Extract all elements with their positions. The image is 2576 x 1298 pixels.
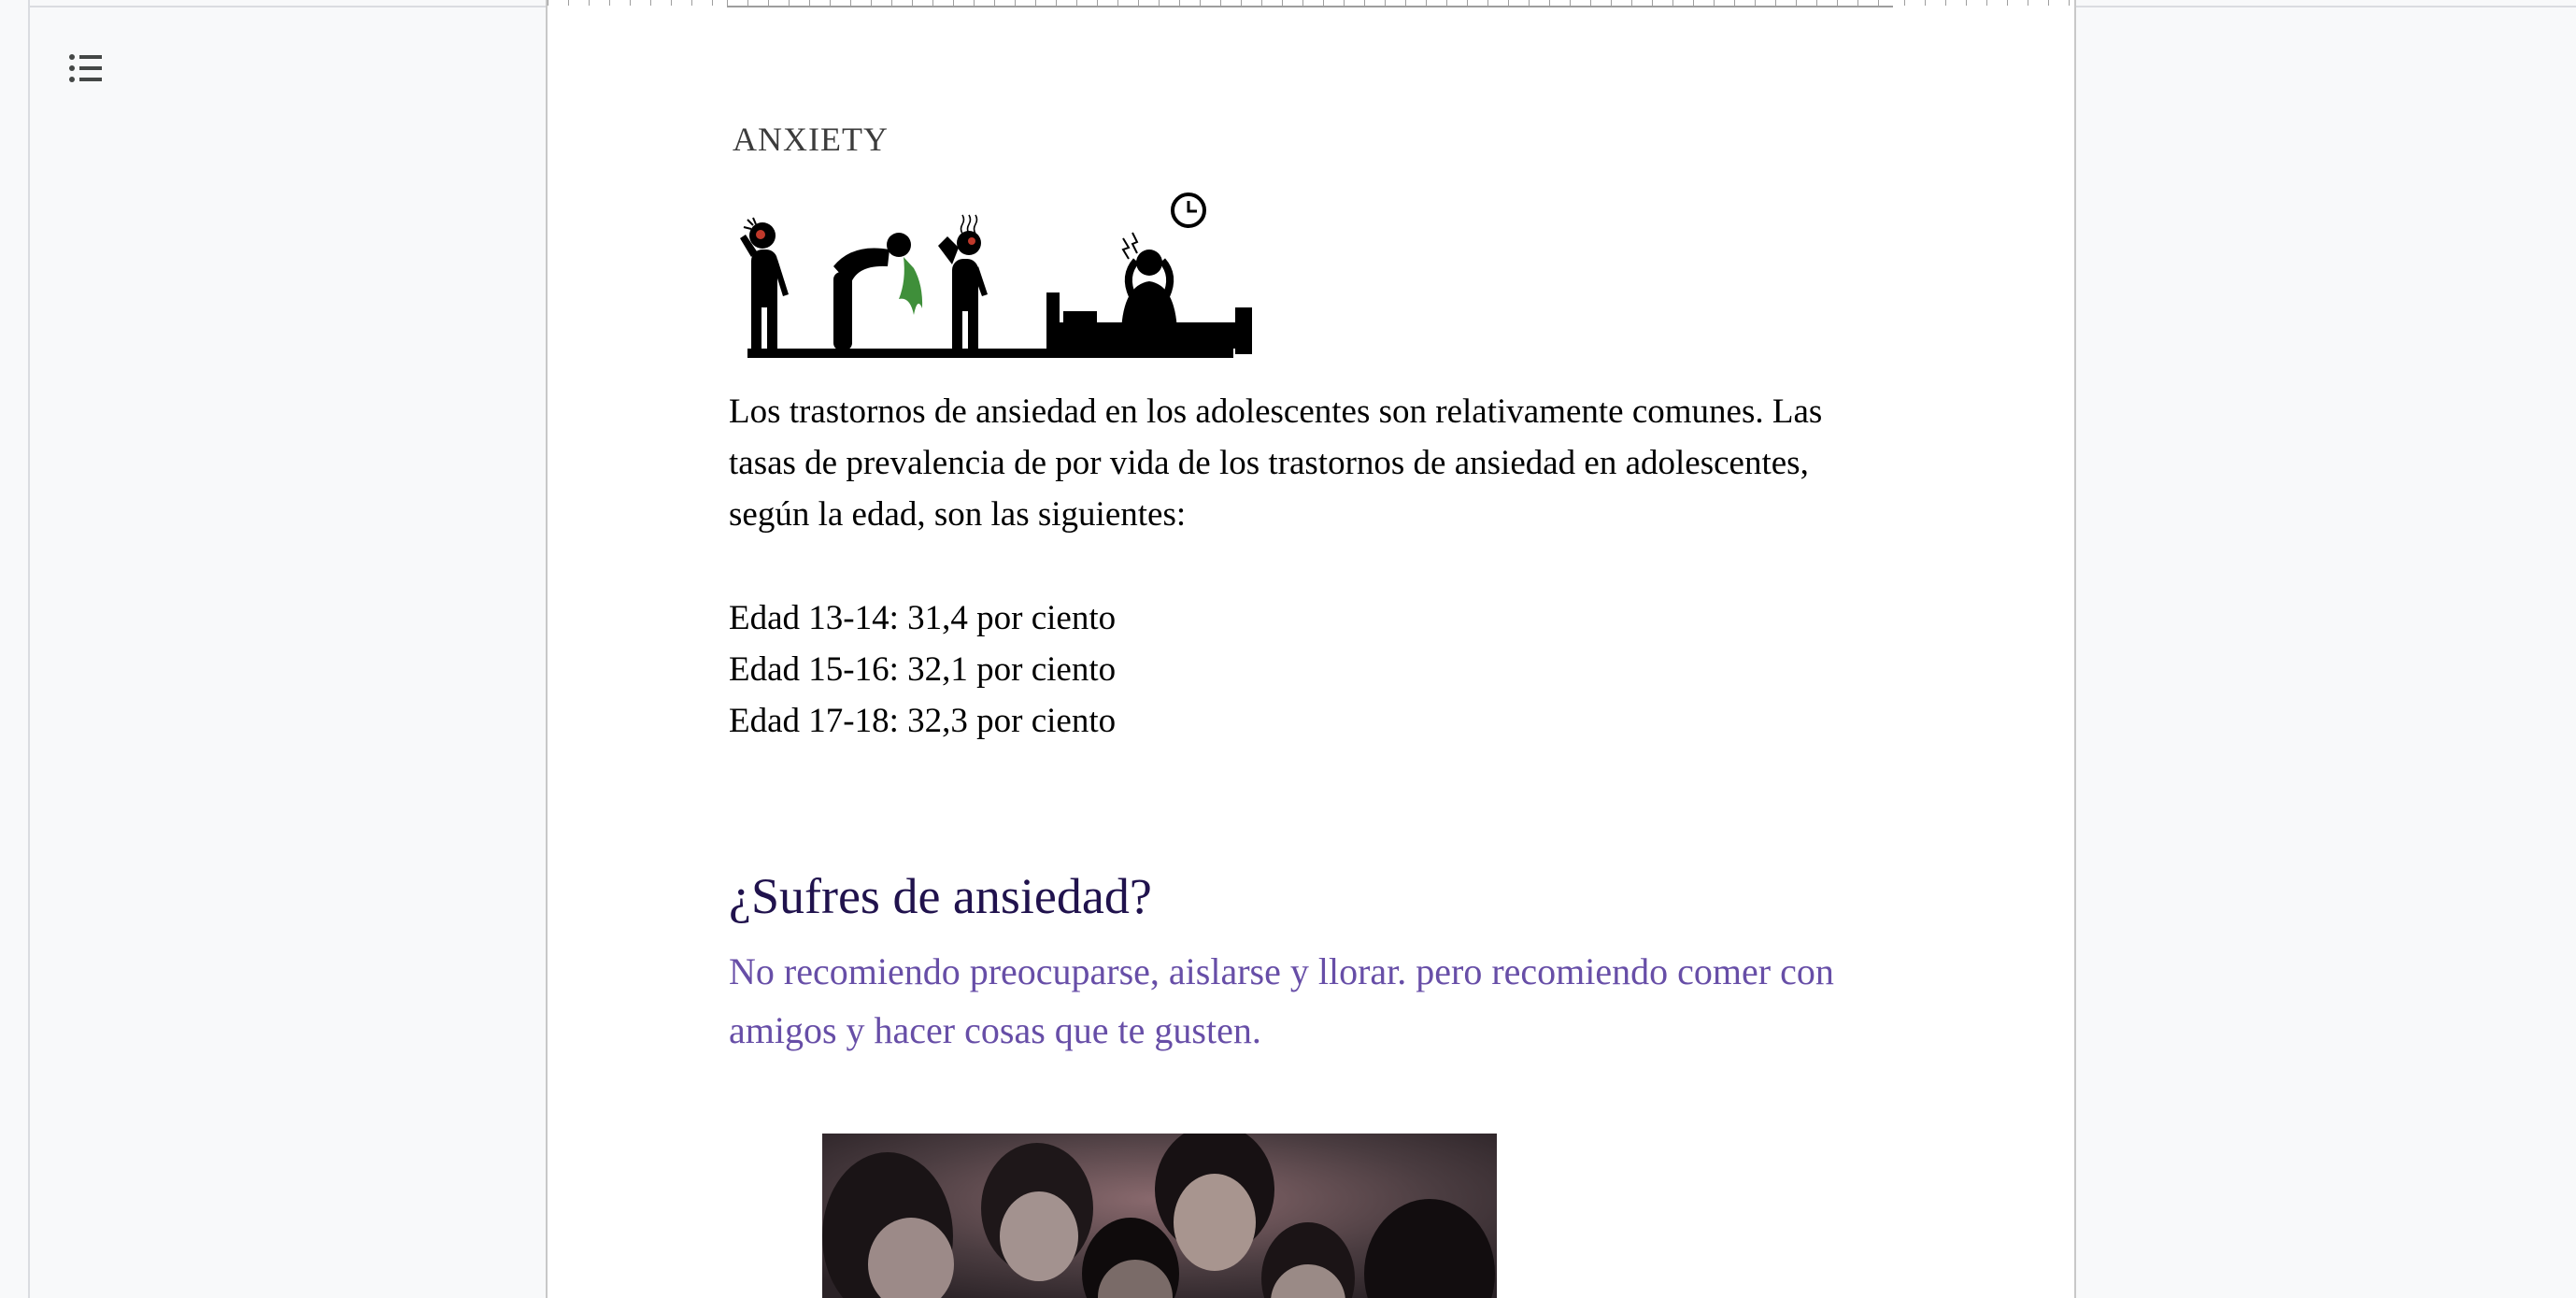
stat-line: Edad 15-16: 32,1 por ciento	[729, 650, 1117, 689]
insomnia-figure-icon	[1046, 194, 1252, 354]
document-outline-button[interactable]	[60, 43, 112, 95]
stat-line: Edad 17-18: 32,3 por ciento	[729, 702, 1117, 740]
nausea-figure-icon	[833, 233, 922, 350]
ruler-text-area	[727, 0, 1893, 7]
stat-line: Edad 13-14: 31,4 por ciento	[729, 599, 1117, 637]
subheading: ¿Sufres de ansiedad?	[729, 868, 1152, 924]
anxiety-symptoms-pictogram	[731, 192, 1254, 364]
document-page[interactable]	[546, 0, 2076, 1298]
dizzy-figure-icon	[740, 218, 789, 350]
advice-paragraph: No recomiendo preocuparse, aislarse y llorar. pero recomiendo comer con amigos y hacer cosas que te gusten.	[729, 950, 1834, 1051]
sweating-figure-icon	[938, 215, 988, 350]
prevalence-stats-list	[729, 592, 1116, 747]
list-icon	[67, 52, 105, 86]
left-border	[28, 0, 30, 1298]
section-title: ANXIETY	[733, 121, 889, 158]
intro-paragraph: Los trastornos de ansiedad en los adolescentes son relativamente comunes. Las tasas de prevalencia de por vida de los trastornos de ansiedad en adolescentes, según la edad, son las siguientes:	[729, 392, 1823, 534]
friends-photo	[822, 1134, 1497, 1298]
